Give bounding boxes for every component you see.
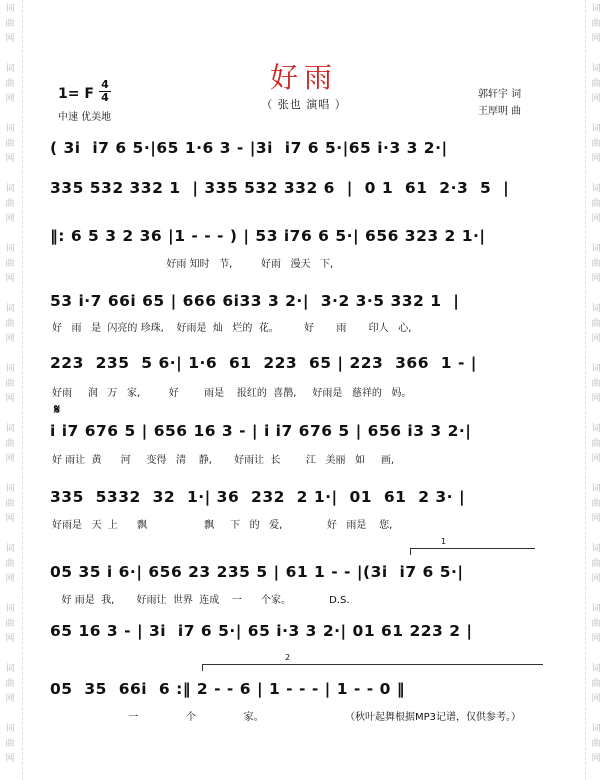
watermark-tag: 词曲网 xyxy=(591,184,601,224)
time-signature xyxy=(99,79,111,104)
watermark-tag: 词曲网 xyxy=(5,364,15,404)
watermark-tag: 词曲网 xyxy=(591,244,601,284)
watermark-tag: 词曲网 xyxy=(591,544,601,584)
segno-sign: 𝄋 xyxy=(54,402,61,418)
notation-line: ( 3i i7 6 5·|65 1·6 3 - |3i i7 6 5·|65 i·3 3 2·| xyxy=(50,139,448,157)
watermark-tag: 词曲网 xyxy=(591,604,601,644)
singer-credit: （ 张也 演唱 ） xyxy=(261,98,347,111)
meter-top: 4 xyxy=(101,78,109,91)
watermark-tag: 词曲网 xyxy=(5,184,15,224)
watermark-tag: 词曲网 xyxy=(591,424,601,464)
notation-line: 223 235 5 6·| 1·6 61 223 65 | 223 366 1 - | xyxy=(50,354,477,372)
credits xyxy=(478,86,521,120)
watermark-tag: 词曲网 xyxy=(5,544,15,584)
notation-line: 65 16 3 - | 3i i7 6 5·| 65 i·3 3 2·| 01 61 223 2 | xyxy=(50,622,473,640)
watermark-left xyxy=(0,0,23,780)
watermark-tag: 词曲网 xyxy=(5,64,15,104)
notation-line: 05 35 i 6·| 656 23 235 5 | 61 1 - - |(3i i7 6 5·| xyxy=(50,563,464,581)
lyric-line: 好 雨让 黄 河 变得 清 静, 好雨让 长 江 美丽 如 画, xyxy=(52,455,395,466)
watermark-tag: 词曲网 xyxy=(591,124,601,164)
lyric-line: 一 个 家。 xyxy=(52,712,264,723)
watermark-tag: 词曲网 xyxy=(5,664,15,704)
watermark-tag: 词曲网 xyxy=(5,4,15,44)
watermark-tag: 词曲网 xyxy=(591,4,601,44)
lyric-line: 好雨 润 万 家, 好 雨是 报红的 喜鹊, 好雨是 慈祥的 妈。 xyxy=(52,388,412,399)
watermark-tag: 词曲网 xyxy=(591,364,601,404)
watermark-tag: 词曲网 xyxy=(5,124,15,164)
watermark-tag: 词曲网 xyxy=(5,484,15,524)
lyric-line: 好雨 知时 节, 好雨 漫天 下, xyxy=(52,259,334,270)
lyricist-credit: 郭轩宇 词 xyxy=(478,89,522,100)
volta-number: 2 xyxy=(285,653,291,662)
notation-line: 335 5332 32 1·| 36 232 2 1·| 01 61 2 3· | xyxy=(50,488,466,506)
tempo-marking: 中速 优美地 xyxy=(58,112,112,123)
volta-bracket-1 xyxy=(410,537,535,555)
watermark-tag: 词曲网 xyxy=(591,64,601,104)
notation-line: 335 532 332 1 | 335 532 332 6 | 0 1 61 2·3 5 | xyxy=(50,179,510,197)
watermark-tag: 词曲网 xyxy=(5,304,15,344)
watermark-tag: 词曲网 xyxy=(591,304,601,344)
watermark-tag: 词曲网 xyxy=(591,664,601,704)
watermark-tag: 词曲网 xyxy=(5,424,15,464)
notation-line: 05 35 66i 6 :‖ 2 - - 6 | 1 - - - | 1 - - 0 ‖ xyxy=(50,680,406,698)
lyric-line: 好 雨 是 闪亮的 珍珠, 好雨是 灿 烂的 花。 好 雨 印人 心, xyxy=(52,323,412,334)
volta-bracket-2 xyxy=(202,653,543,671)
notation-line: ‖: 6 5 3 2 36 |1 - - - ) | 53 i76 6 5·| 656 323 2 1·| xyxy=(50,227,486,245)
watermark-tag: 词曲网 xyxy=(5,604,15,644)
meter-bottom: 4 xyxy=(101,91,109,104)
watermark-tag: 词曲网 xyxy=(591,724,601,764)
volta-number: 1 xyxy=(441,537,447,546)
transcription-note: （秋叶起舞根据MP3记谱，仅供参考。） xyxy=(345,712,522,723)
composer-credit: 王厚明 曲 xyxy=(478,106,522,117)
lyric-line: 好 雨是 我, 好雨让 世界 连成 一 个家。 D.S. xyxy=(52,595,350,606)
watermark-tag: 词曲网 xyxy=(591,484,601,524)
notation-line: 53 i·7 66i 65 | 666 6i33 3 2·| 3·2 3·5 332 1 | xyxy=(50,292,460,310)
notation-line: i i7 676 5 | 656 16 3 - | i i7 676 5 | 656 i3 3 2·| xyxy=(50,422,472,440)
watermark-tag: 词曲网 xyxy=(5,244,15,284)
song-title: 好雨 xyxy=(269,61,338,94)
key-signature: 1= F xyxy=(58,86,94,102)
lyric-line: 好雨是 天 上 飘 飘 下 的 爱, 好 雨是 您, xyxy=(52,520,393,531)
watermark-tag: 词曲网 xyxy=(5,724,15,764)
watermark-right xyxy=(585,0,608,780)
